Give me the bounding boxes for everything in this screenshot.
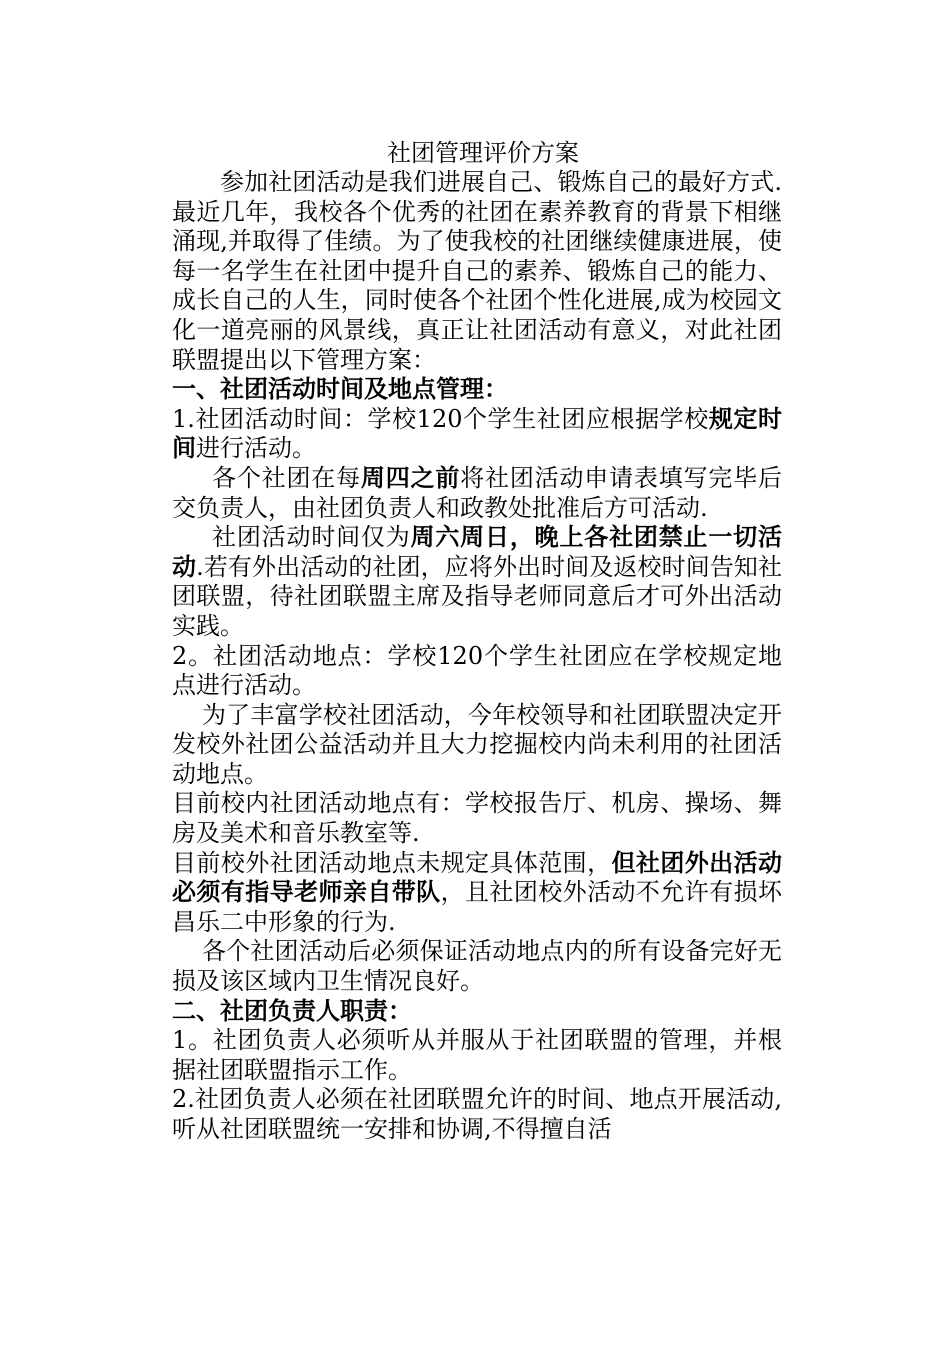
section1-paragraph-offcampus — [172, 849, 782, 938]
section1-paragraph-campus-locations: 目前校内社团活动地点有：学校报告厅、机房、操场、舞房及美术和音乐教室等. — [172, 789, 782, 848]
section1-item1-tail: 进行活动。 — [196, 434, 316, 463]
section2-item2: 2.社团负责人必须在社团联盟允许的时间、地点开展活动,听从社团联盟统一安排和协调,不得擅自活 — [172, 1085, 782, 1143]
section1-paragraph-time-limit — [172, 523, 782, 641]
para3-pre: 社团活动时间仅为 — [212, 523, 411, 552]
para2-pre: 各个社团在每 — [212, 463, 361, 492]
document-title: 社团管理评价方案 — [387, 139, 579, 167]
section1-paragraph-application — [172, 464, 782, 523]
section1-heading: 一、社团活动时间及地点管理： — [172, 375, 508, 404]
para2-post: 将社团活动申请表填写完毕后交负责人，由社团负责人和政教处批准后方可活动. — [172, 463, 783, 522]
section1-item2: 2。社团活动地点：学校120个学生社团应在学校规定地点进行活动。 — [172, 641, 782, 700]
intro-paragraph: 参加社团活动是我们进展自己、锻炼自己的最好方式.最近几年，我校各个优秀的社团在素养教育的背景下相继涌现,并取得了佳绩。为了使我校的社团继续健康进展，使每一名学生在社团中提升自己的素养、锻炼自己的能力、成长自己的人生，同时使各个社团个性化进展,成为校园文化一道亮丽的风景线，真正让社团活动有意义，对此社团联盟提出以下管理方案： — [172, 168, 782, 374]
para2-bold: 周四之前 — [360, 463, 461, 492]
document-body — [172, 138, 782, 1145]
section2-heading: 二、社团负责人职责： — [172, 996, 412, 1025]
para6-pre: 目前校外社团活动地点未规定具体范围， — [172, 848, 612, 877]
section1-item1-text: 1.社团活动时间：学校120个学生社团应根据学校 — [172, 404, 709, 433]
para6-bold: 但社团外出活动必须有指导老师亲自带队 — [172, 848, 782, 907]
section1-paragraph-enrich: 为了丰富学校社团活动，今年校领导和社团联盟决定开发校外社团公益活动并且大力挖掘校内尚未利用的社团活动地点。 — [172, 700, 782, 788]
section2-item1: 1。社团负责人必须听从并服从于社团联盟的管理，并根据社团联盟指示工作。 — [172, 1026, 782, 1084]
para3-post: .若有外出活动的社团，应将外出时间及返校时间告知社团联盟，待社团联盟主席及指导老师同意后才可外出活动实践。 — [172, 552, 783, 640]
para6-post: ，且社团校外活动不允许有损坏昌乐二中形象的行为. — [172, 878, 783, 936]
section1-item1-bold: 规定时间 — [172, 404, 782, 463]
para3-bold: 周六周日，晚上各社团禁止一切活动 — [172, 523, 783, 581]
section1-item1 — [172, 405, 782, 464]
section1-paragraph-equipment: 各个社团活动后必须保证活动地点内的所有设备完好无损及该区域内卫生情况良好。 — [172, 937, 782, 996]
